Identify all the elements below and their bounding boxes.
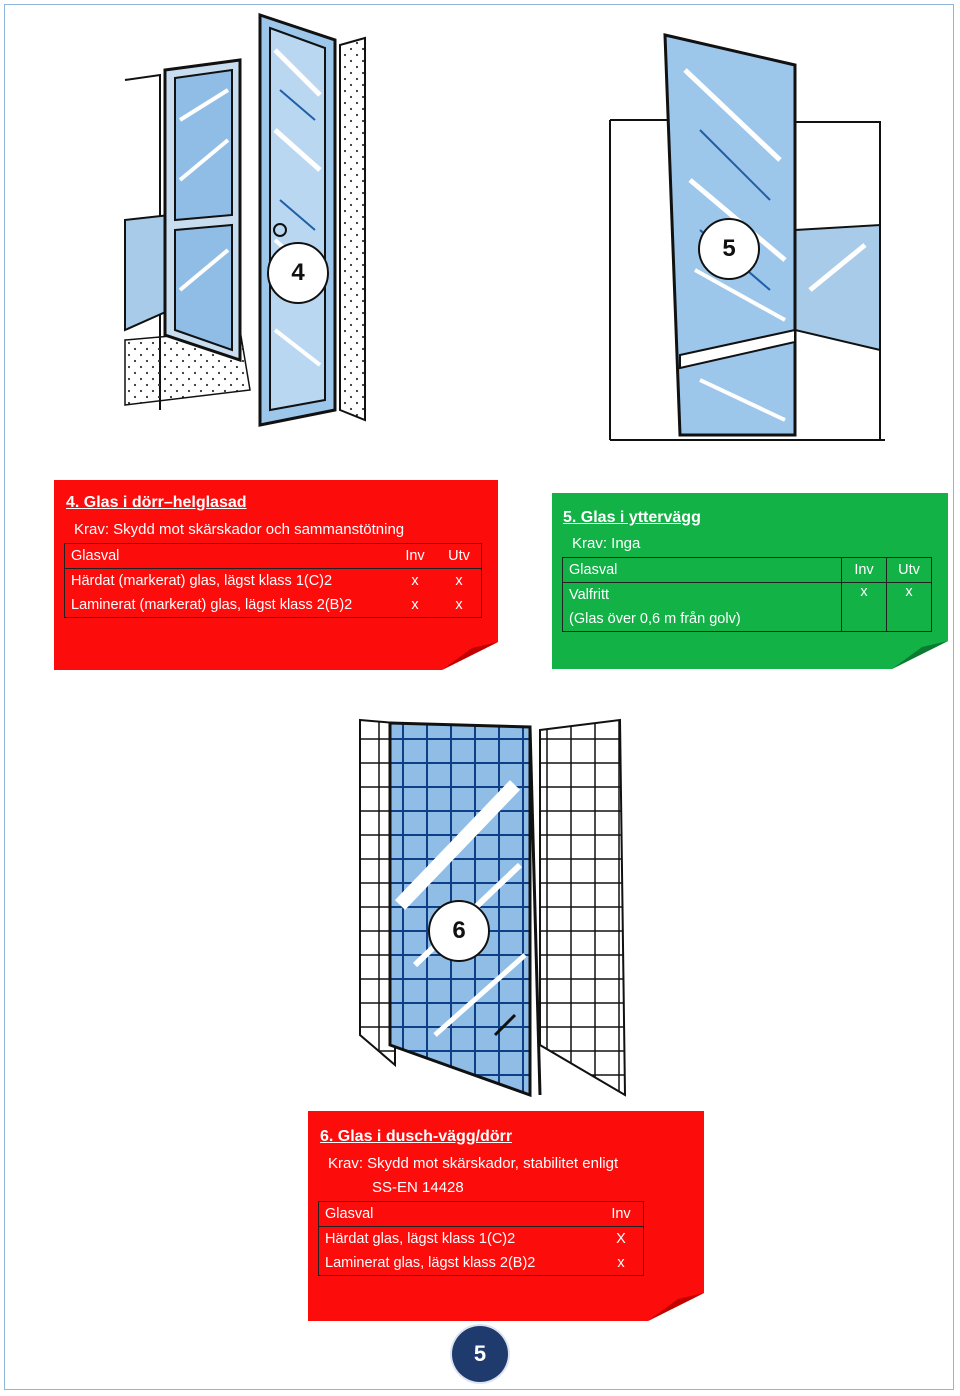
table-row (563, 583, 932, 608)
cell-inv: x (599, 1251, 644, 1276)
illustration-shower-wall (355, 715, 635, 1100)
cell-floor-height-note: (Glas över 0,6 m från golv) (563, 607, 842, 632)
header-glasval: Glasval (65, 544, 394, 569)
cell-glass-type: Laminerat glas, lägst klass 2(B)2 (319, 1251, 600, 1276)
header-utv: Utv (887, 558, 932, 583)
table-header-row (563, 558, 932, 583)
header-utv: Utv (437, 544, 482, 569)
cell-glass-type: Härdat glas, lägst klass 1(C)2 (319, 1227, 600, 1252)
note-4-title: 4. Glas i dörr–helglasad (66, 494, 247, 511)
header-glasval: Glasval (563, 558, 842, 583)
cell-inv: X (599, 1227, 644, 1252)
header-glasval: Glasval (319, 1202, 600, 1227)
note-6-table (318, 1201, 644, 1276)
note-5-table (562, 557, 932, 632)
page-number: 5 (452, 1326, 508, 1382)
note-4-table (64, 543, 482, 618)
illustration-glass-door (120, 10, 380, 430)
cell-glass-type: Laminerat (markerat) glas, lägst klass 2(B)2 (65, 593, 394, 618)
table-row (319, 1251, 644, 1276)
figure-6-badge: 6 (428, 900, 490, 962)
cell-utv: x (437, 593, 482, 618)
header-inv: Inv (599, 1202, 644, 1227)
note-6-title: 6. Glas i dusch-vägg/dörr (320, 1128, 513, 1145)
note-5-requirement: Krav: Inga (572, 535, 641, 552)
note-5-exterior-wall (552, 493, 948, 669)
table-header-row (65, 544, 482, 569)
cell-utv: x (887, 583, 932, 632)
note-5-title: 5. Glas i yttervägg (563, 509, 701, 526)
note-4-requirement: Krav: Skydd mot skärskador och sammanstötning (74, 521, 405, 538)
header-inv: Inv (393, 544, 437, 569)
note-4-door-glass (54, 480, 498, 670)
table-row (65, 593, 482, 618)
note-6-requirement: Krav: Skydd mot skärskador, stabilitet enligt (328, 1155, 619, 1172)
note-6-standard: SS-EN 14428 (372, 1179, 464, 1196)
figure-4-badge: 4 (267, 242, 329, 304)
cell-utv: x (437, 569, 482, 594)
note-6-shower-glass (308, 1111, 704, 1321)
cell-glass-type: Härdat (markerat) glas, lägst klass 1(C)2 (65, 569, 394, 594)
note-6-page-curl (648, 1293, 704, 1321)
header-inv: Inv (842, 558, 887, 583)
table-header-row (319, 1202, 644, 1227)
table-row (319, 1227, 644, 1252)
cell-glass-type: Valfritt (563, 583, 842, 608)
cell-inv: x (393, 593, 437, 618)
cell-inv: x (842, 583, 887, 632)
figure-5-badge: 5 (698, 218, 760, 280)
table-row (65, 569, 482, 594)
note-4-page-curl (442, 642, 498, 670)
note-5-page-curl (892, 641, 948, 669)
cell-inv: x (393, 569, 437, 594)
